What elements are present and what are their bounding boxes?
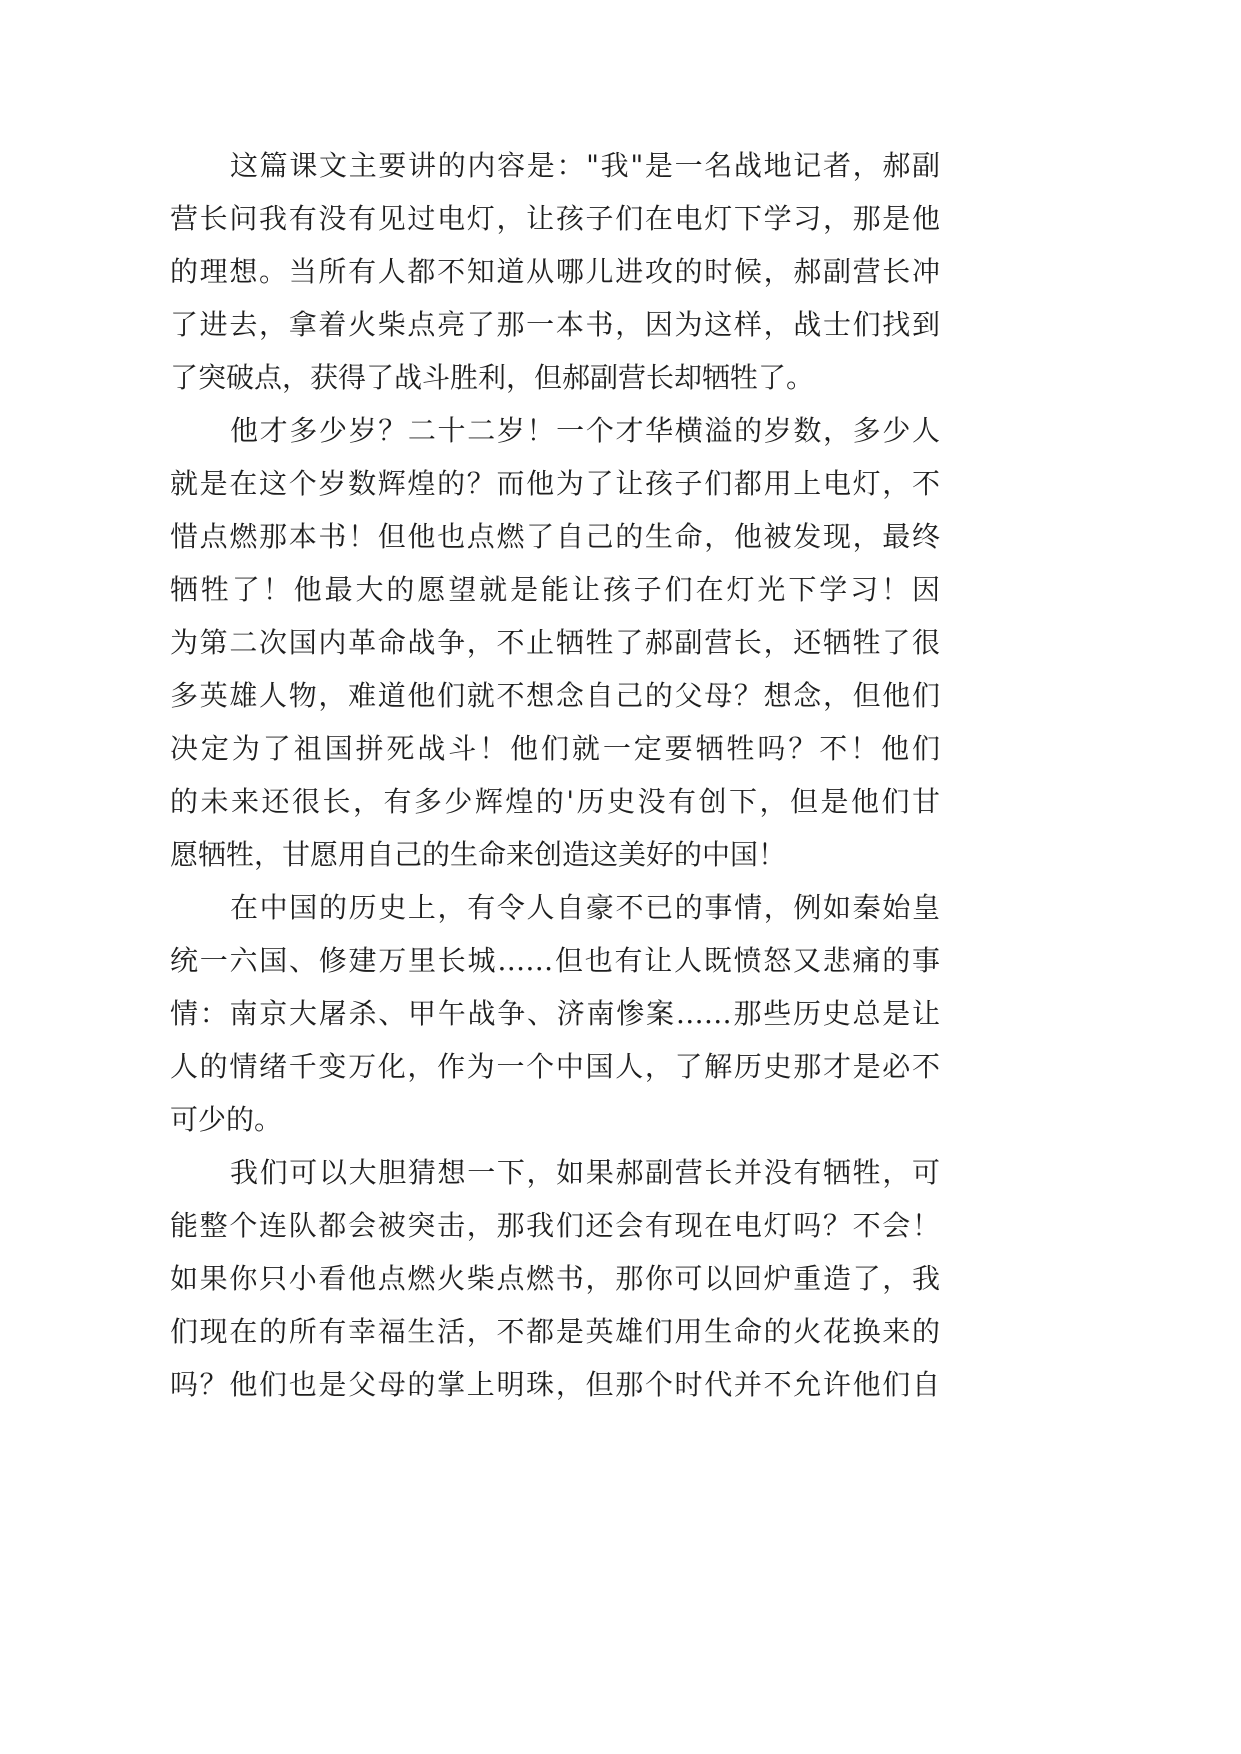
text-line: 人的情绪千变万化，作为一个中国人，了解历史那才是必不 xyxy=(170,1050,940,1083)
text-line: 的理想。当所有人都不知道从哪儿进攻的时候，郝副营长冲 xyxy=(170,255,940,288)
text-line: 为第二次国内革命战争，不止牺牲了郝副营长，还牺牲了很 xyxy=(170,626,940,659)
text-line: 如果你只小看他点燃火柴点燃书，那你可以回炉重造了，我 xyxy=(170,1262,940,1295)
text-line: 了进去，拿着火柴点亮了那一本书，因为这样，战士们找到 xyxy=(170,308,940,341)
paragraph-1 xyxy=(170,139,940,404)
text-line: 就是在这个岁数辉煌的？而他为了让孩子们都用上电灯，不 xyxy=(170,467,940,500)
text-line: 这篇课文主要讲的内容是："我"是一名战地记者，郝副 xyxy=(230,149,940,182)
paragraph-3 xyxy=(170,881,940,1146)
body-text xyxy=(170,139,940,1411)
text-line: 多英雄人物，难道他们就不想念自己的父母？想念，但他们 xyxy=(170,679,940,712)
text-line: 在中国的历史上，有令人自豪不已的事情，例如秦始皇 xyxy=(230,891,940,924)
text-line: 了突破点，获得了战斗胜利，但郝副营长却牺牲了。 xyxy=(170,361,815,394)
text-line: 可少的。 xyxy=(170,1103,283,1136)
text-line: 我们可以大胆猜想一下，如果郝副营长并没有牺牲，可 xyxy=(230,1156,940,1189)
text-line: 营长问我有没有见过电灯，让孩子们在电灯下学习，那是他 xyxy=(170,202,940,235)
paragraph-4 xyxy=(170,1146,940,1411)
text-line: 统一六国、修建万里长城……但也有让人既愤怒又悲痛的事 xyxy=(170,944,940,977)
text-line: 的未来还很长，有多少辉煌的'历史没有创下，但是他们甘 xyxy=(170,785,940,818)
text-line: 吗？他们也是父母的掌上明珠，但那个时代并不允许他们自 xyxy=(170,1368,940,1401)
text-line: 牺牲了！他最大的愿望就是能让孩子们在灯光下学习！因 xyxy=(170,573,940,606)
text-line: 们现在的所有幸福生活，不都是英雄们用生命的火花换来的 xyxy=(170,1315,940,1348)
text-line: 他才多少岁？二十二岁！一个才华横溢的岁数，多少人 xyxy=(230,414,940,447)
text-line: 惜点燃那本书！但他也点燃了自己的生命，他被发现，最终 xyxy=(170,520,940,553)
text-line: 情：南京大屠杀、甲午战争、济南惨案……那些历史总是让 xyxy=(170,997,940,1030)
text-line: 决定为了祖国拼死战斗！他们就一定要牺牲吗？不！他们 xyxy=(170,732,940,765)
text-line: 能整个连队都会被突击，那我们还会有现在电灯吗？不会！ xyxy=(170,1209,940,1242)
paragraph-2 xyxy=(170,404,940,881)
text-line: 愿牺牲，甘愿用自己的生命来创造这美好的中国！ xyxy=(170,838,787,871)
